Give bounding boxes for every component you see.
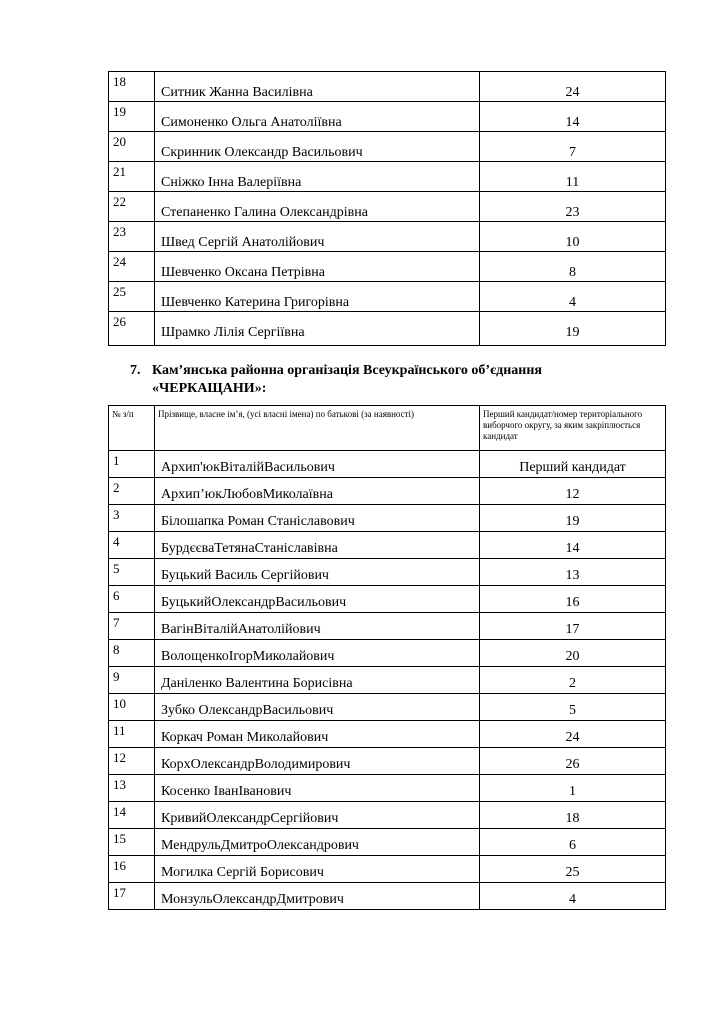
table-row xyxy=(109,559,666,586)
row-value: 19 xyxy=(480,312,666,346)
row-name: Степаненко Галина Олександрівна xyxy=(155,192,480,222)
section-title-line1: Кам’янська районна організація Всеукраїнського об’єднання xyxy=(152,363,542,378)
row-value: 5 xyxy=(480,694,666,721)
table-row xyxy=(109,312,666,346)
row-number: 1 xyxy=(109,451,155,478)
row-number: 6 xyxy=(109,586,155,613)
row-name: Архип’юкЛюбовМиколаївна xyxy=(155,478,480,505)
row-value: 16 xyxy=(480,586,666,613)
row-name: Шевченко Оксана Петрівна xyxy=(155,252,480,282)
table-row xyxy=(109,282,666,312)
row-number: 22 xyxy=(109,192,155,222)
row-number: 25 xyxy=(109,282,155,312)
row-number: 26 xyxy=(109,312,155,346)
table-row xyxy=(109,162,666,192)
table-row xyxy=(109,721,666,748)
row-value: 10 xyxy=(480,222,666,252)
row-name: Шрамко Лілія Сергіївна xyxy=(155,312,480,346)
table-row xyxy=(109,192,666,222)
row-value: 14 xyxy=(480,102,666,132)
table-row xyxy=(109,478,666,505)
row-value: 24 xyxy=(480,721,666,748)
row-value: 4 xyxy=(480,883,666,910)
table-row xyxy=(109,883,666,910)
row-name: Буцький Василь Сергійович xyxy=(155,559,480,586)
table-row xyxy=(109,829,666,856)
row-number: 5 xyxy=(109,559,155,586)
table-row xyxy=(109,102,666,132)
row-number: 4 xyxy=(109,532,155,559)
row-number: 15 xyxy=(109,829,155,856)
row-value: 1 xyxy=(480,775,666,802)
row-name: Білошапка Роман Станіславович xyxy=(155,505,480,532)
row-number: 2 xyxy=(109,478,155,505)
row-number: 9 xyxy=(109,667,155,694)
row-number: 3 xyxy=(109,505,155,532)
row-value: 26 xyxy=(480,748,666,775)
row-name: МендрульДмитроОлександрович xyxy=(155,829,480,856)
candidates-table-continued xyxy=(108,71,666,346)
table-row xyxy=(109,505,666,532)
row-name: Зубко ОлександрВасильович xyxy=(155,694,480,721)
row-name: Швед Сергій Анатолійович xyxy=(155,222,480,252)
row-value: 2 xyxy=(480,667,666,694)
row-number: 23 xyxy=(109,222,155,252)
row-value: 14 xyxy=(480,532,666,559)
table-row xyxy=(109,451,666,478)
header-candidate: Перший кандидат/номер територіального виборчого округу, за яким закріплюється кандидат xyxy=(480,406,666,451)
row-value: 8 xyxy=(480,252,666,282)
row-number: 19 xyxy=(109,102,155,132)
table-row xyxy=(109,775,666,802)
table-row xyxy=(109,667,666,694)
table-row xyxy=(109,72,666,102)
row-value: 11 xyxy=(480,162,666,192)
section-heading xyxy=(130,362,650,398)
row-value: 23 xyxy=(480,192,666,222)
row-number: 12 xyxy=(109,748,155,775)
row-name: КорхОлександрВолодимирович xyxy=(155,748,480,775)
row-name: Коркач Роман Миколайович xyxy=(155,721,480,748)
row-name: БуцькийОлександрВасильович xyxy=(155,586,480,613)
table-row xyxy=(109,802,666,829)
row-value: 13 xyxy=(480,559,666,586)
table-row xyxy=(109,640,666,667)
row-name: ВагінВіталійАнатолійович xyxy=(155,613,480,640)
row-value: 20 xyxy=(480,640,666,667)
table-row xyxy=(109,613,666,640)
row-name: БурдєєваТетянаСтаніславівна xyxy=(155,532,480,559)
row-number: 24 xyxy=(109,252,155,282)
row-value: 6 xyxy=(480,829,666,856)
row-name: ВолощенкоІгорМиколайович xyxy=(155,640,480,667)
row-number: 21 xyxy=(109,162,155,192)
row-name: Даніленко Валентина Борисівна xyxy=(155,667,480,694)
row-number: 11 xyxy=(109,721,155,748)
table-row xyxy=(109,694,666,721)
row-name: Симоненко Ольга Анатоліївна xyxy=(155,102,480,132)
row-number: 7 xyxy=(109,613,155,640)
table-row xyxy=(109,748,666,775)
table-row xyxy=(109,856,666,883)
row-value: 12 xyxy=(480,478,666,505)
row-value: 18 xyxy=(480,802,666,829)
header-number: № з/п xyxy=(109,406,155,451)
header-name: Прізвище, власне ім’я, (усі власні імена) по батькові (за наявності) xyxy=(155,406,480,451)
table-header-row xyxy=(109,406,666,451)
row-number: 16 xyxy=(109,856,155,883)
row-number: 8 xyxy=(109,640,155,667)
row-name: Шевченко Катерина Григорівна xyxy=(155,282,480,312)
table-row xyxy=(109,532,666,559)
row-value: 7 xyxy=(480,132,666,162)
row-value: 17 xyxy=(480,613,666,640)
row-name: Скринник Олександр Васильович xyxy=(155,132,480,162)
row-value: 24 xyxy=(480,72,666,102)
row-name: Косенко ІванІванович xyxy=(155,775,480,802)
table-row xyxy=(109,252,666,282)
section-title-line2: «ЧЕРКАЩАНИ»: xyxy=(152,381,267,396)
row-number: 18 xyxy=(109,72,155,102)
row-name: Могилка Сергій Борисович xyxy=(155,856,480,883)
table-row xyxy=(109,222,666,252)
table-row xyxy=(109,132,666,162)
candidates-table xyxy=(108,405,666,910)
section-number: 7. xyxy=(130,363,141,378)
row-name: МонзульОлександрДмитрович xyxy=(155,883,480,910)
row-number: 14 xyxy=(109,802,155,829)
row-name: Сніжко Інна Валеріївна xyxy=(155,162,480,192)
row-value: 19 xyxy=(480,505,666,532)
row-name: Архип'юкВіталійВасильович xyxy=(155,451,480,478)
row-name: Ситник Жанна Василівна xyxy=(155,72,480,102)
row-name: КривийОлександрСергійович xyxy=(155,802,480,829)
row-value: 4 xyxy=(480,282,666,312)
row-number: 20 xyxy=(109,132,155,162)
row-number: 17 xyxy=(109,883,155,910)
row-value: Перший кандидат xyxy=(480,451,666,478)
row-number: 10 xyxy=(109,694,155,721)
table-row xyxy=(109,586,666,613)
row-value: 25 xyxy=(480,856,666,883)
row-number: 13 xyxy=(109,775,155,802)
